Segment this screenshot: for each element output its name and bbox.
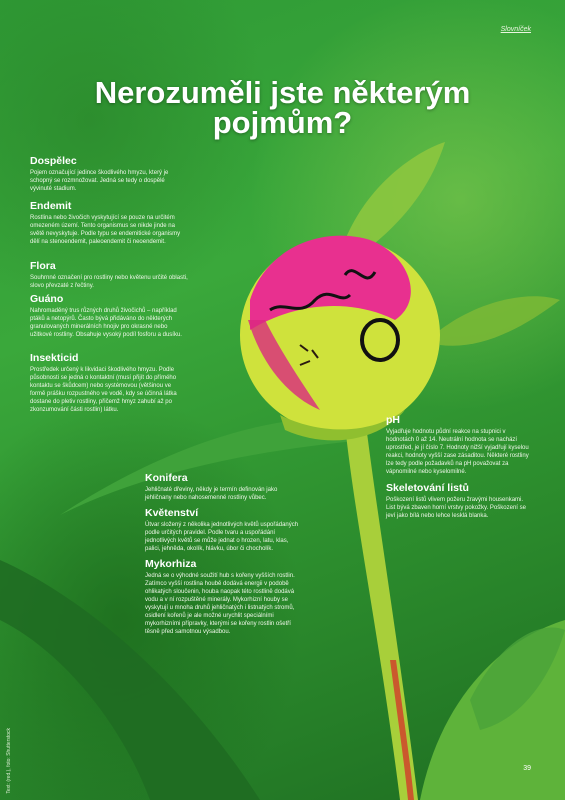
entry-text: Souhrnné označení pro rostliny nebo květenu určité oblasti, slovo převzaté z řečtiny. [30, 275, 188, 289]
glossary-entry-skeletovani [386, 482, 534, 520]
page-number: 39 [523, 765, 531, 772]
glossary-entry-dospelec [30, 155, 188, 193]
glossary-entry-flora [30, 260, 188, 290]
entry-term: Guáno [30, 293, 64, 305]
glossary-entry-guano [30, 293, 188, 339]
page-title: Nerozuměli jste některým pojmům? [94, 75, 471, 140]
glossary-entry-insekticid [30, 352, 188, 414]
glossary-entry-konifera [145, 472, 303, 502]
entry-text: Nahromaděný trus různých druhů živočichů – například ptáků a netopýrů. Často bývá přidáváno do některých granulovaných minerálních hnojiv pro okrasné nebo užitkové rostliny. Obsahuje vysoký podíl fosforu a dusíku. [30, 308, 182, 338]
glossary-entry-endemit [30, 200, 188, 246]
entry-term: Endemit [30, 200, 72, 212]
entry-term: Flora [30, 260, 56, 272]
entry-text: Útvar složený z několika jednotlivých květů uspořádaných podle určitých pravidel. Podle tvaru a uspořádání jednotlivých květů se může jednat o hrozen, latu, klas, palici, jehněda, okolík, hlávku, úbor či chocholík. [145, 522, 299, 552]
entry-term: Skeletování listů [386, 482, 469, 494]
entry-term: Mykorhiza [145, 558, 197, 570]
entry-term: Konifera [145, 472, 188, 484]
glossary-entry-mykorhiza [145, 558, 303, 636]
entry-text: Prostředek určený k likvidaci škodlivého hmyzu. Podle působnosti se jedná o kontaktní (musí přijít do přímého kontaktu se škůdcem) nebo systémovou (většinou ve formě prášku rozpustného ve vodě, kdy se účinná látka dostane do pletiv rostliny, přičemž hmyz zahubí až po zkonzumování části rostlin) látku. [30, 367, 177, 413]
entry-text: Poškození listů vlivem požeru žravými housenkami. List bývá zbaven horní vrstvy pokožky. Poškození se jeví jako bílá nebo lehce lesklá blanka. [386, 497, 526, 519]
entry-term: pH [386, 414, 400, 426]
section-tag[interactable]: Slovníček [500, 26, 531, 33]
leaf-right-small [440, 296, 560, 346]
entry-term: Insekticid [30, 352, 79, 364]
glossary-entry-ph [386, 414, 534, 476]
entry-term: Dospělec [30, 155, 77, 167]
entry-text: Vyjadřuje hodnotu půdní reakce na stupnici v hodnotách 0 až 14. Neutrální hodnota se nachází uprostřed, je jí číslo 7. Hodnoty nižší vyjadřují kyselou reakci, hodnoty vyšší zase zásaditou. Některé rostliny lze tedy podle požadavků na pH považovat za vápnomilné nebo kyselomilné. [386, 429, 529, 475]
entry-text: Jehličnaté dřeviny, někdy je termín definován jako jehličnany nebo nahosemenné rostliny vůbec. [145, 487, 278, 501]
entry-text: Pojem označující jedince škodlivého hmyzu, který je schopný se rozmnožovat. Jedná se tedy o dospělé vývinuté stadium. [30, 170, 169, 192]
glossary-entry-kvetenstvi [145, 507, 303, 553]
entry-term: Květenství [145, 507, 199, 519]
entry-text: Jedná se o výhodné soužití hub s kořeny vyšších rostlin. Zatímco vyšší rostlina houbě dodává energii v podobě ohlikatých sloučenin, houba naopak této rostlině dodává vodu a v ní rozpuštěné minerály. Mykorhizní houby se vyskytují u mnoha druhů jehličnatých i listnatých stromů, osidlení kořenů je ale možné urychlit speciálními mykorhizními přípravky, kterými se kořeny rostlin ošetří těsně před samotnou výsadbou. [145, 573, 295, 635]
photo-credit: Text: (red.), foto: Shutterstock [6, 728, 12, 794]
entry-text: Rostlina nebo živočich vyskytující se pouze na určitém omezeném území. Tento organismus se nikde jinde na světě nevyskytuje. Podle typu se endemitické organismy dělí na stenoendemit, paleoendemit či neoendemit. [30, 215, 181, 245]
